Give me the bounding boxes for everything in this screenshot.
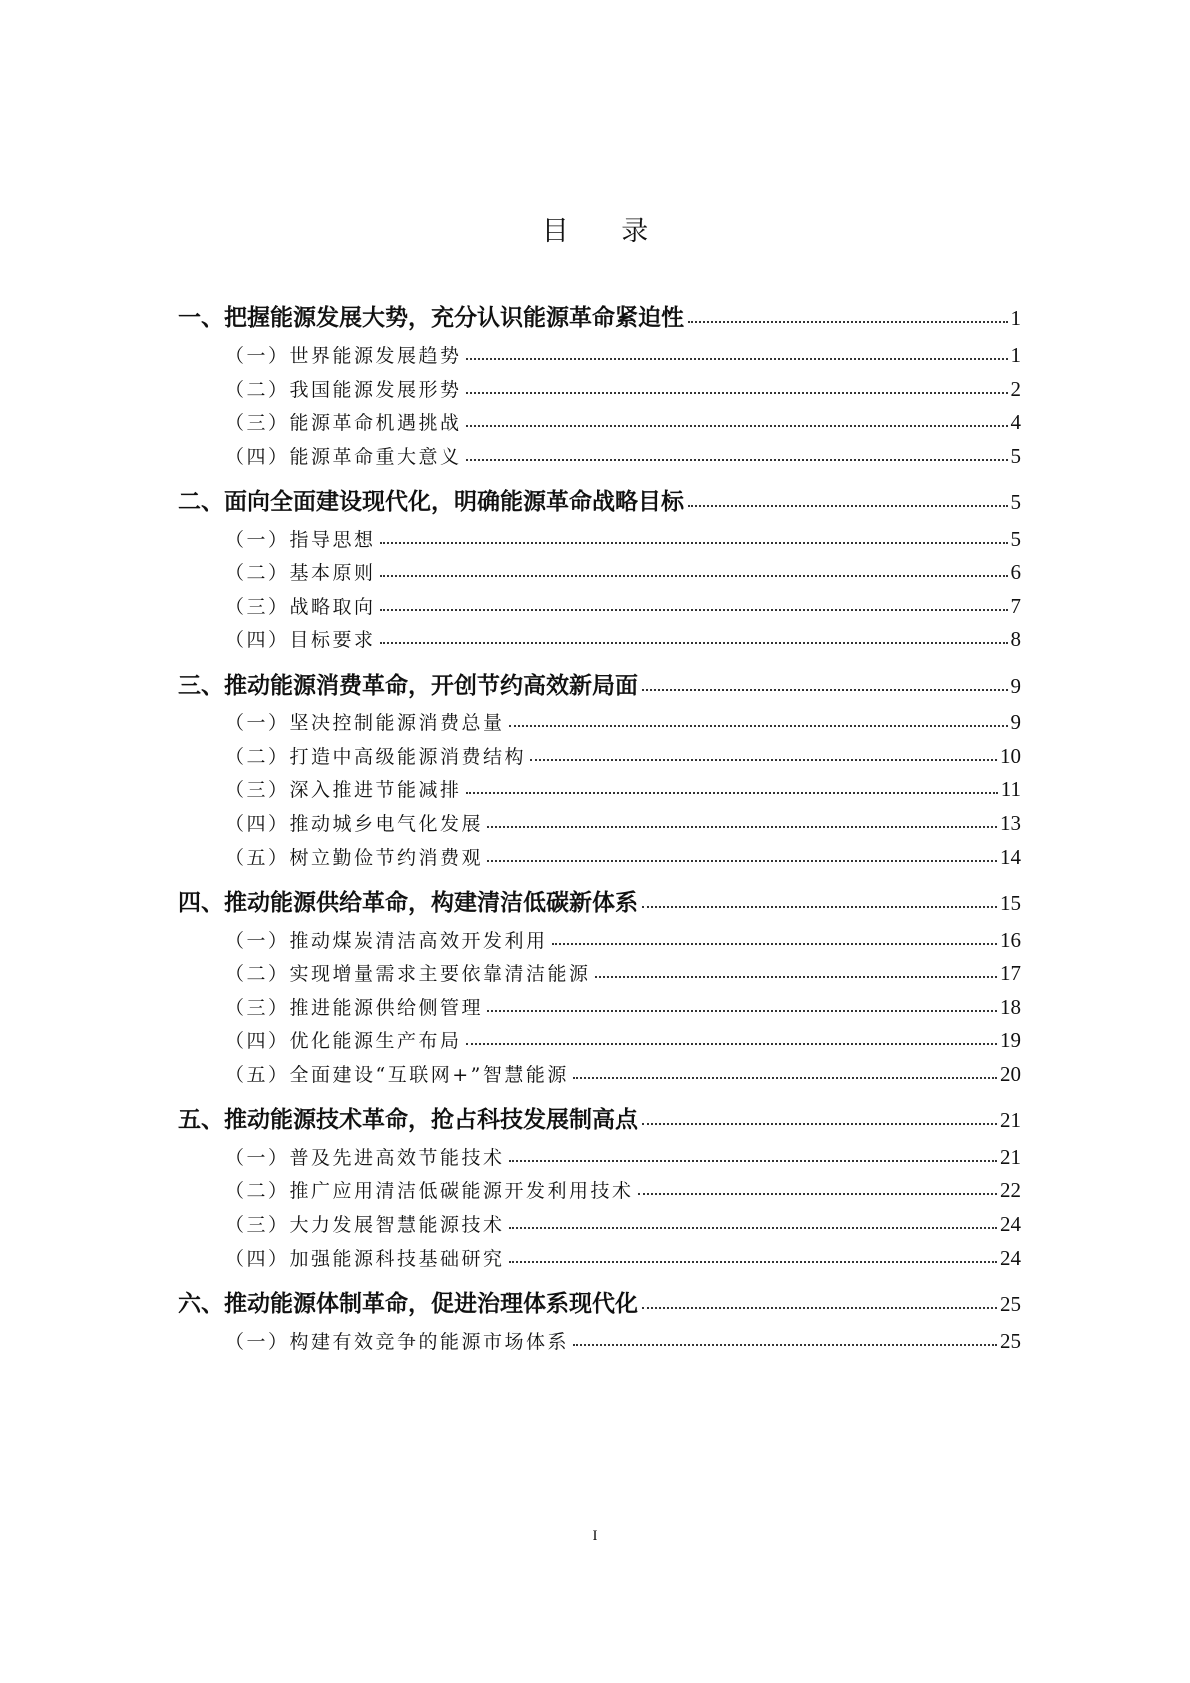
dot-leader <box>466 792 998 794</box>
toc-label: （二）基本原则 <box>225 562 376 584</box>
footer-page-number: I <box>592 1528 598 1544</box>
toc-section[interactable] <box>225 525 1021 552</box>
toc-section[interactable] <box>225 375 1021 402</box>
toc-label: 一、把握能源发展大势，充分认识能源革命紧迫性 <box>178 305 684 331</box>
toc-label: （二）打造中高级能源消费结构 <box>225 746 527 768</box>
toc-label: （四）目标要求 <box>225 629 376 651</box>
dot-leader <box>573 1077 997 1079</box>
toc-chapter-3[interactable] <box>178 667 1021 700</box>
toc-page-number: 11 <box>1000 777 1021 801</box>
toc-section[interactable] <box>225 592 1021 619</box>
toc-section[interactable] <box>225 408 1021 435</box>
toc-section[interactable] <box>225 708 1021 735</box>
toc-label: （一）构建有效竞争的能源市场体系 <box>225 1331 570 1353</box>
toc-section[interactable] <box>225 625 1021 652</box>
toc-label: （四）加强能源科技基础研究 <box>225 1248 505 1270</box>
dot-leader <box>595 976 997 978</box>
toc-label: 二、面向全面建设现代化，明确能源革命战略目标 <box>178 489 684 515</box>
toc-label: （四）能源革命重大意义 <box>225 446 462 468</box>
toc-page-number: 6 <box>1010 560 1021 584</box>
toc-label: 五、推动能源技术革命，抢占科技发展制高点 <box>178 1107 638 1133</box>
toc-page-number: 25 <box>1000 1292 1021 1316</box>
toc-label: （五）全面建设“互联网+”智慧能源 <box>225 1064 569 1086</box>
toc-page-number: 8 <box>1010 627 1021 651</box>
toc-section[interactable] <box>225 1327 1021 1354</box>
toc-label: （一）推动煤炭清洁高效开发利用 <box>225 930 548 952</box>
toc-page-number: 22 <box>1000 1178 1021 1202</box>
toc-label: （三）能源革命机遇挑战 <box>225 412 462 434</box>
toc-page-number: 5 <box>1010 490 1021 514</box>
toc-section[interactable] <box>225 959 1021 986</box>
toc-label: （三）战略取向 <box>225 596 376 618</box>
toc-page-number: 18 <box>1000 995 1021 1019</box>
toc-page-number: 25 <box>1000 1329 1021 1353</box>
toc-chapter-6[interactable] <box>178 1285 1021 1318</box>
toc-section[interactable] <box>225 742 1021 769</box>
toc-title: 目 录 <box>541 216 671 247</box>
toc-page-number: 20 <box>1000 1062 1021 1086</box>
toc-section[interactable] <box>225 442 1021 469</box>
toc-section[interactable] <box>225 341 1021 368</box>
toc-label: （三）深入推进节能减排 <box>225 779 462 801</box>
toc-chapter-5[interactable] <box>178 1101 1021 1134</box>
toc-page-number: 10 <box>1000 744 1021 768</box>
toc-page-number: 5 <box>1010 444 1021 468</box>
toc-label: （二）我国能源发展形势 <box>225 379 462 401</box>
toc-page-number: 24 <box>1000 1246 1021 1270</box>
toc-label: （三）推进能源供给侧管理 <box>225 997 484 1019</box>
dot-leader <box>573 1344 997 1346</box>
toc-label: （五）树立勤俭节约消费观 <box>225 847 484 869</box>
dot-leader <box>509 1160 997 1162</box>
dot-leader <box>380 642 1008 644</box>
dot-leader <box>466 358 1008 360</box>
toc-label: （三）大力发展智慧能源技术 <box>225 1214 505 1236</box>
toc-label: （一）指导思想 <box>225 529 376 551</box>
dot-leader <box>688 505 1008 507</box>
toc-page-number: 9 <box>1010 674 1021 698</box>
dot-leader <box>530 759 997 761</box>
dot-leader <box>509 1227 997 1229</box>
toc-chapter-2[interactable] <box>178 483 1021 516</box>
toc-label: （二）实现增量需求主要依靠清洁能源 <box>225 963 591 985</box>
toc-page-number: 7 <box>1010 594 1021 618</box>
toc-page-number: 9 <box>1010 710 1021 734</box>
dot-leader <box>638 1193 997 1195</box>
dot-leader <box>642 1307 997 1309</box>
dot-leader <box>466 392 1008 394</box>
dot-leader <box>642 689 1008 691</box>
toc-page-number: 1 <box>1010 306 1021 330</box>
dot-leader <box>466 1043 997 1045</box>
toc-label: （四）优化能源生产布局 <box>225 1030 462 1052</box>
dot-leader <box>487 1010 997 1012</box>
toc-label: （二）推广应用清洁低碳能源开发利用技术 <box>225 1180 634 1202</box>
toc-page-number: 17 <box>1000 961 1021 985</box>
toc-section[interactable] <box>225 993 1021 1020</box>
toc-label: （四）推动城乡电气化发展 <box>225 813 484 835</box>
toc-page-number: 5 <box>1010 527 1021 551</box>
toc-section[interactable] <box>225 1244 1021 1271</box>
dot-leader <box>552 943 997 945</box>
toc-section[interactable] <box>225 1026 1021 1053</box>
toc-page-number: 4 <box>1010 410 1021 434</box>
dot-leader <box>642 1123 997 1125</box>
toc-chapter-1[interactable] <box>178 299 1021 332</box>
toc-page-number: 16 <box>1000 928 1021 952</box>
toc-label: （一）坚决控制能源消费总量 <box>225 712 505 734</box>
toc-section[interactable] <box>225 926 1021 953</box>
dot-leader <box>487 826 997 828</box>
dot-leader <box>466 459 1008 461</box>
dot-leader <box>466 425 1008 427</box>
dot-leader <box>487 860 997 862</box>
toc-page-number: 19 <box>1000 1028 1021 1052</box>
toc-label: 三、推动能源消费革命，开创节约高效新局面 <box>178 673 638 699</box>
dot-leader <box>380 542 1008 544</box>
toc-page-number: 21 <box>1000 1145 1021 1169</box>
toc-section[interactable] <box>225 1176 1021 1203</box>
toc-page-number: 14 <box>1000 845 1021 869</box>
toc-section[interactable] <box>225 558 1021 585</box>
toc-label: 六、推动能源体制革命，促进治理体系现代化 <box>178 1291 638 1317</box>
dot-leader <box>380 609 1008 611</box>
dot-leader <box>642 906 997 908</box>
toc-page-number: 15 <box>1000 891 1021 915</box>
toc-page-number: 21 <box>1000 1108 1021 1132</box>
toc-section[interactable] <box>225 775 1021 802</box>
toc-section[interactable] <box>225 1210 1021 1237</box>
toc-chapter-4[interactable] <box>178 884 1021 917</box>
dot-leader <box>688 321 1008 323</box>
toc-page-number: 13 <box>1000 811 1021 835</box>
toc-page-number: 24 <box>1000 1212 1021 1236</box>
dot-leader <box>509 725 1008 727</box>
toc-section[interactable] <box>225 1143 1021 1170</box>
toc-label: 四、推动能源供给革命，构建清洁低碳新体系 <box>178 890 638 916</box>
toc-label: （一）普及先进高效节能技术 <box>225 1147 505 1169</box>
toc-page-number: 2 <box>1010 377 1021 401</box>
toc-section[interactable] <box>225 1060 1021 1087</box>
toc-page-number: 1 <box>1010 343 1021 367</box>
toc-label: （一）世界能源发展趋势 <box>225 345 462 367</box>
toc-section[interactable] <box>225 843 1021 870</box>
dot-leader <box>509 1261 997 1263</box>
toc-section[interactable] <box>225 809 1021 836</box>
dot-leader <box>380 575 1008 577</box>
